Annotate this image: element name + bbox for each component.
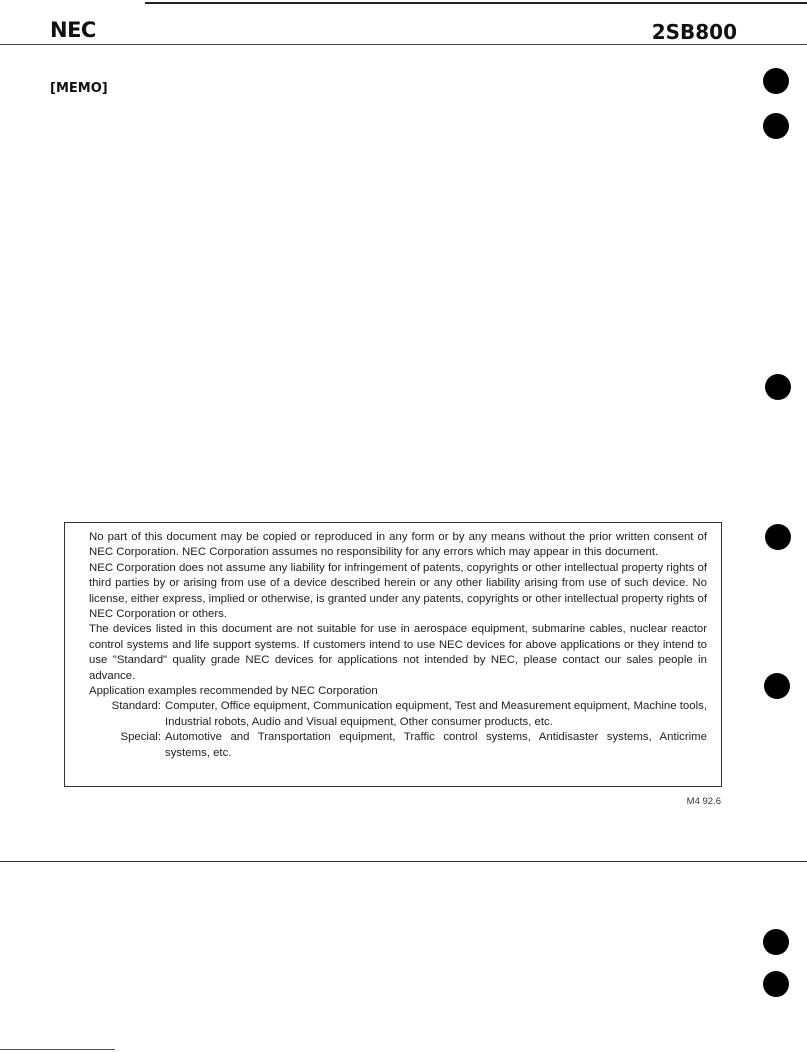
standard-text: Computer, Office equipment, Communication equipment, Test and Measurement equipment, Machine tools, Industrial robots, Audio and Visual equipment, Other consumer products, etc. <box>165 700 707 728</box>
legal-notice-box <box>64 522 722 787</box>
part-number: 2SB800 <box>651 20 737 44</box>
punch-hole <box>763 971 789 997</box>
top-rule <box>145 2 807 4</box>
standard-applications <box>89 699 707 730</box>
page-divider <box>0 861 807 862</box>
header-rule <box>0 44 807 45</box>
punch-hole <box>763 68 789 94</box>
bottom-edge-rule <box>0 1049 115 1050</box>
nec-logo: NEC <box>50 18 96 42</box>
punch-hole <box>763 929 789 955</box>
notice-paragraph: No part of this document may be copied or reproduced in any form or by any means without the prior written consent of NEC Corporation. NEC Corporation assumes no responsibility for any errors which may appear in this document. <box>89 531 707 559</box>
special-applications <box>89 730 707 761</box>
memo-title: [MEMO] <box>50 81 108 96</box>
standard-label: Standard: <box>111 700 161 713</box>
punch-hole <box>765 524 791 550</box>
notice-paragraph: NEC Corporation does not assume any liability for infringement of patents, copyrights or other intellectual property rights of third parties by or arising from use of a device described herein or any other liability arising from use of such device. No license, either express, implied or otherwise, is granted under any patents, copyrights or other intellectual property rights of NEC Corporation or others. <box>89 561 707 621</box>
revision-code: M4 92.6 <box>686 796 721 807</box>
applications-heading: Application examples recommended by NEC Corporation <box>89 685 378 698</box>
special-label: Special: <box>120 731 161 744</box>
special-text: Automotive and Transportation equipment, Traffic control systems, Antidisaster systems, Anticrime systems, etc. <box>165 731 707 759</box>
notice-paragraph: The devices listed in this document are not suitable for use in aerospace equipment, submarine cables, nuclear reactor control systems and life support systems. If customers intend to use NEC devices for above applications or they intend to use "Standard" quality grade NEC devices for applications not intended by NEC, please contact our sales people in advance. <box>89 623 707 682</box>
punch-hole <box>763 113 789 139</box>
punch-hole <box>764 673 790 699</box>
punch-hole <box>765 374 791 400</box>
